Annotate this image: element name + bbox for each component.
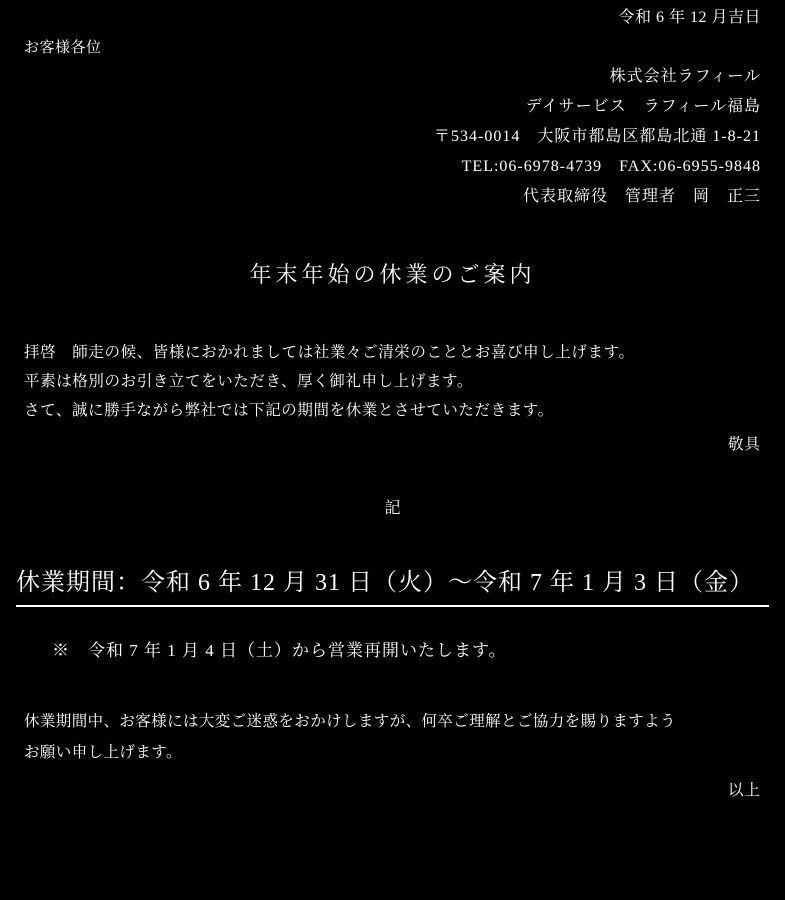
reopen-note: ※ 令和 7 年 1 月 4 日（土）から営業再開いたします。 bbox=[52, 641, 507, 660]
body-line-3: さて、誠に勝手ながら弊社では下記の期間を休業とさせていただきます。 bbox=[24, 402, 554, 419]
footer-paragraph bbox=[24, 706, 761, 768]
document-addressee: お客様各位 bbox=[24, 40, 102, 56]
ijou-mark: 以上 bbox=[727, 782, 761, 799]
ki-mark: 記 bbox=[384, 500, 401, 517]
footer-line-2: お願い申し上げます。 bbox=[24, 744, 182, 761]
holiday-period: 休業期間：令和 6 年 12 月 31 日（火）～令和 7 年 1 月 3 日（金） bbox=[16, 562, 769, 607]
sender-representative: 代表取締役 管理者 岡 正三 bbox=[522, 188, 761, 205]
page-title: 年末年始の休業のご案内 bbox=[249, 262, 536, 287]
footer-line-1: 休業期間中、お客様には大変ご迷惑をおかけしますが、何卒ご理解とご協力を賜りますよう bbox=[24, 713, 676, 730]
body-line-2: 平素は格別のお引き立てをいただき、厚く御礼申し上げます。 bbox=[24, 373, 473, 390]
sender-contact: TEL:06-6978-4739 FAX:06-6955-9848 bbox=[461, 158, 761, 175]
document-date: 令和 6 年 12 月吉日 bbox=[618, 9, 761, 26]
body-line-1: 拝啓 師走の候、皆様におかれましては社業々ご清栄のこととお喜び申し上げます。 bbox=[24, 344, 635, 361]
sender-company: 株式会社ラフィール bbox=[609, 68, 761, 85]
closing-keigu: 敬具 bbox=[727, 436, 761, 453]
body-paragraph bbox=[24, 338, 761, 425]
sender-block bbox=[434, 62, 761, 212]
sender-facility: デイサービス ラフィール福島 bbox=[525, 98, 761, 115]
sender-address: 〒534-0014 大阪市都島区都島北通 1-8-21 bbox=[434, 128, 761, 145]
